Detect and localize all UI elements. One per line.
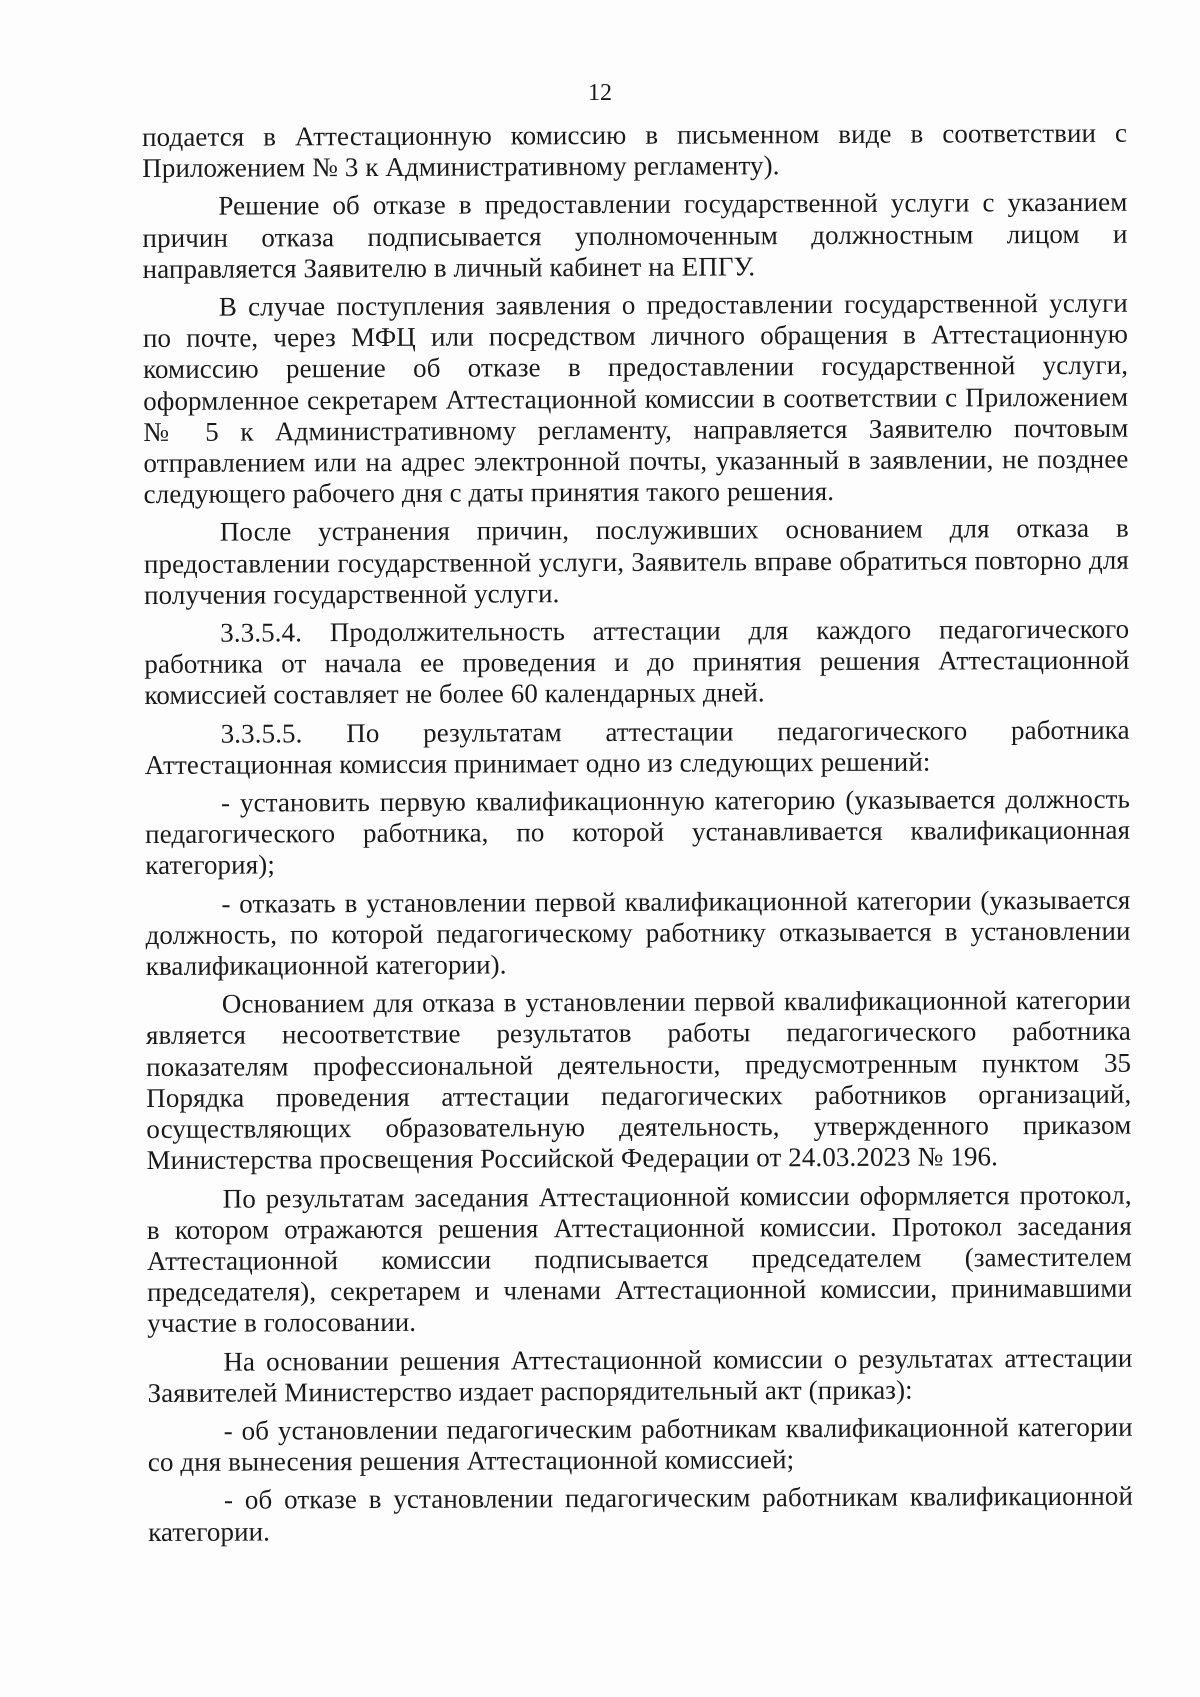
paragraph-postal-submission: В случае поступления заявления о предоставлении государственной услуги по почте, через МФЦ или посредством личного обращения в Аттестационную комиссию решение об отказе в предоставлении государственной услуги, оформленное секретарем Аттестационной комиссии в соответствии с Приложением № 5 к Административному регламенту, направляется Заявителю почтовым отправлением или на адрес электронной почты, указанный в заявлении, не позднее следующего рабочего дня с даты принятия такого решения. [142, 287, 1129, 510]
paragraph-3-3-5-5: 3.3.5.5. По результатам аттестации педагогического работника Аттестационная комиссия принимает одно из следующих решений: [144, 714, 1130, 780]
paragraph-refusal-grounds: Основанием для отказа в установлении первой квалификационной категории является несоответствие результатов работы педагогического работника показателям профессиональной деятельности, предусмотренным пунктом 35 Порядка проведения аттестации педагогических работников организаций, осуществляющих образовательную деятельность, утвержденного приказом Министерства просвещения Российской Федерации от 24.03.2023 № 196. [145, 984, 1132, 1176]
document-body [142, 118, 1133, 1555]
list-item-order-establish: - об установлении педагогическим работникам квалификационной категории со дня вынесения решения Аттестационной комиссией; [147, 1411, 1133, 1478]
paragraph-protocol: По результатам заседания Аттестационной комиссии оформляется протокол, в котором отражаются решения Аттестационной комиссии. Протокол заседания Аттестационной комиссии подписывается председателем (заместителем председателя), секретарем и членами Аттестационной комиссии, принимавшими участие в голосовании. [146, 1179, 1133, 1339]
list-item-establish-category: - установить первую квалификационную категорию (указывается должность педагогического работника, по которой устанавливается квалификационная категория); [145, 783, 1131, 881]
list-item-order-refuse: - об отказе в установлении педагогическим работникам квалификационной категории. [148, 1481, 1134, 1547]
paragraph-reapplication: После устранения причин, послуживших основанием для отказа в предоставлении государственной услуги, Заявитель вправе обратиться повторно для получения государственной услуги. [143, 513, 1129, 610]
list-item-refuse-category: - отказать в установлении первой квалификационной категории (указывается должность, по которой педагогическому работнику отказывается в установлении квалификационной категории). [145, 884, 1131, 982]
paragraph-ministry-order: На основании решения Аттестационной комиссии о результатах аттестации Заявителей Министерство издает распорядительный акт (приказ): [147, 1342, 1133, 1408]
paragraph-refusal-decision: Решение об отказе в предоставлении государственной услуги с указанием причин отказа подписывается уполномоченным должностным лицом и направляется Заявителю в личный кабинет на ЕПГУ. [142, 187, 1128, 284]
page-number: 12 [588, 80, 612, 106]
paragraph-continuation: подается в Аттестационную комиссию в письменном виде в соответствии с Приложением № 3 к Административному регламенту). [142, 117, 1128, 184]
paragraph-3-3-5-4: 3.3.5.4. Продолжительность аттестации для каждого педагогического работника от начала ее проведения и до принятия решения Аттестационной комиссией составляет не более 60 календарных дней. [144, 613, 1130, 711]
